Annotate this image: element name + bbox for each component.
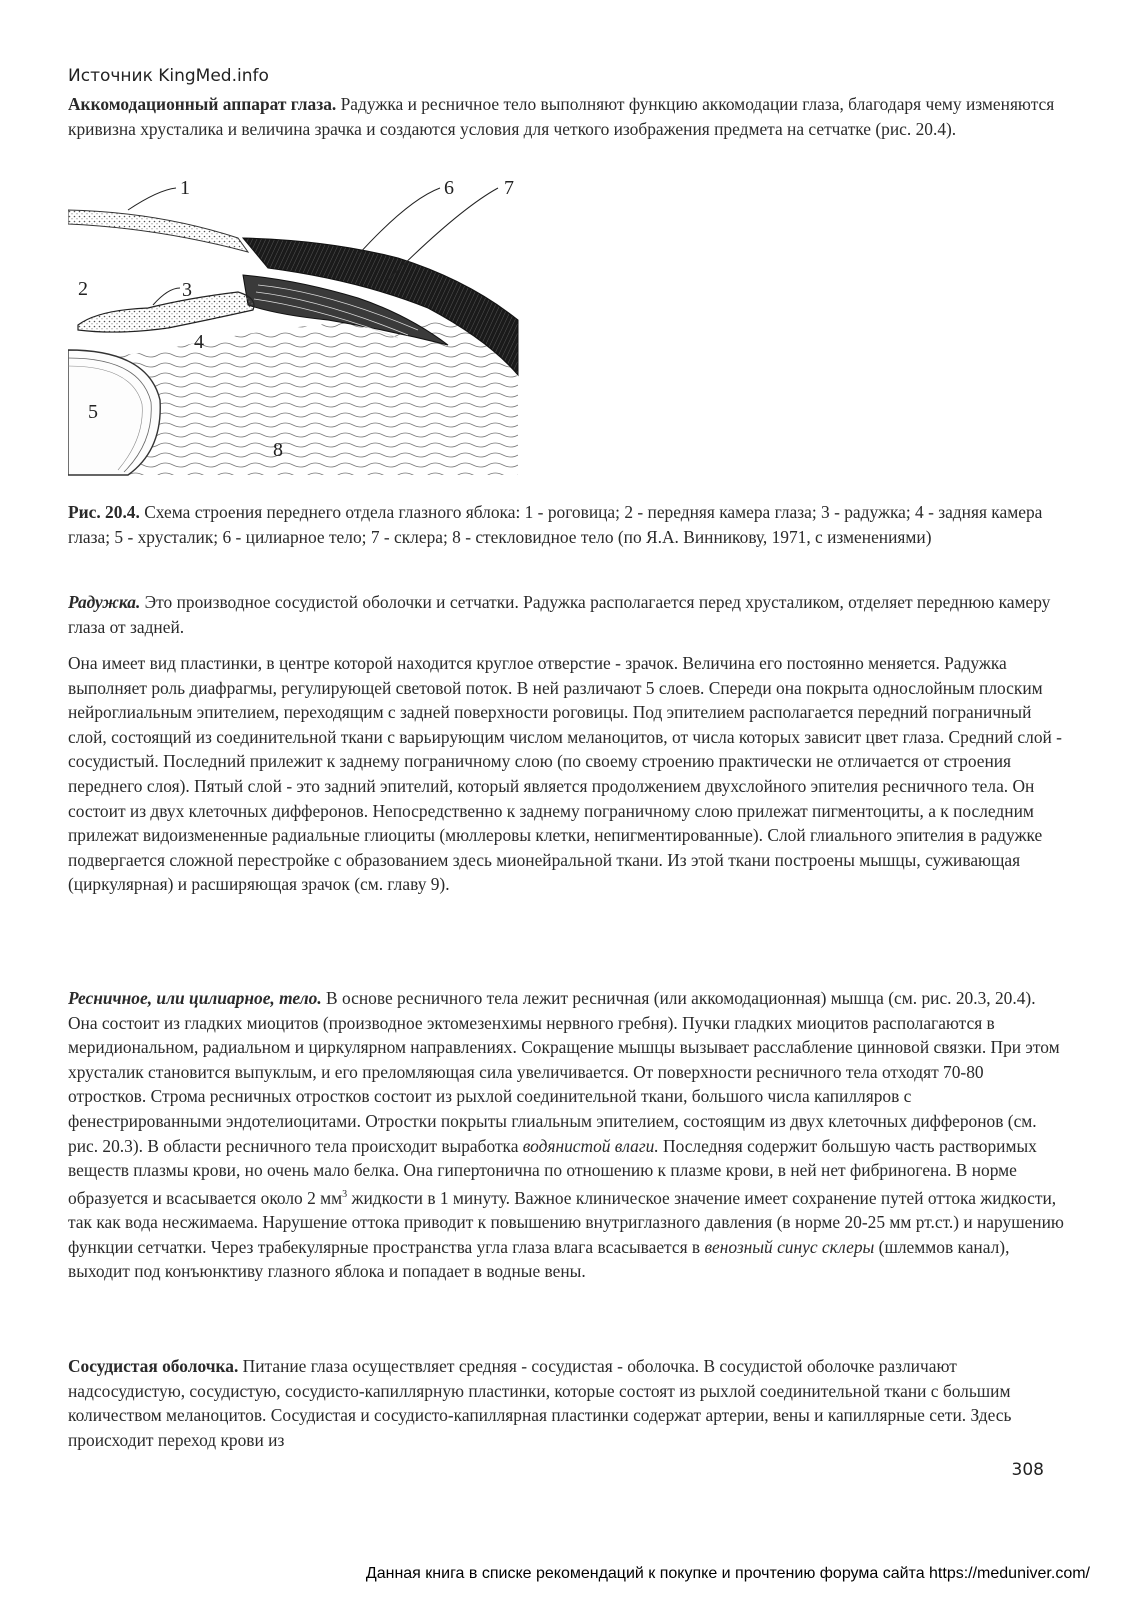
- ciliary-italic-1: водянистой влаги.: [522, 1135, 659, 1156]
- iris-layers-paragraph: Она имеет вид пластинки, в центре которой находится круглое отверстие - зрачок. Величина его постоянно меняется. Радужка выполняет роль диафрагмы, регулирующей световой поток. В ней различают 5 слоев. Спереди она покрыта однослойным плоским нейроглиальным эпителием, переходящим с задней поверхности роговицы. Под эпителием располагается передний пограничный слой, состоящий из соединительной ткани с варьирующим числом меланоцитов, от числа которых зависит цвет глаза. Средний слой - сосудистый. Последний прилежит к заднему пограничному слою (по своему строению практически не отличается от строения переднего слоя). Пятый слой - это задний эпителий, который является продолжением двухслойного эпителия ресничного тела. Он состоит из двух клеточных дифферонов. Непосредственно к заднему пограничному слою прилежат пигментоциты, а к последним прилежат видоизмененные радиальные глиоциты (мюллеровы клетки, непигментированные). Слой глиального эпителия в радужке подвергается сложной перестройке с образованием здесь мионейральной ткани. Из этой ткани построены мышцы, суживающая (циркулярная) и расширяющая зрачок (см. главу 9).: [68, 653, 1062, 895]
- label-4: 4: [194, 331, 204, 353]
- label-1: 1: [180, 180, 190, 199]
- label-5: 5: [88, 401, 98, 423]
- eye-anatomy-figure: [68, 180, 538, 485]
- cornea-shape: [68, 210, 248, 252]
- ciliary-text-3: жидкости в 1 минуту. Важное клиническое значение имеет сохранение путей оттока жидкости, так как вода несжимаема. Нарушение оттока приводит к повышению внутриглазного давления (в норме 20-25 мм рт.ст.) и нарушению функции сетчатки. Через трабекулярные пространства угла глаза влага всасывается в: [68, 1187, 1064, 1257]
- ciliary-paragraph: [68, 986, 1066, 1284]
- label-2: 2: [78, 278, 88, 300]
- ciliary-italic-2: венозный синус склеры: [704, 1236, 875, 1257]
- choroid-text: Питание глаза осуществляет средняя - сосудистая - оболочка. В сосудистой оболочке различают надсосудистую, сосудистую, сосудисто-капиллярную пластинки, которые состоят из рыхлой соединительной ткани с большим количеством меланоцитов. Сосудистая и сосудисто-капиллярная пластинки содержат артерии, вены и капиллярные сети. Здесь происходит переход крови из: [68, 1356, 1012, 1450]
- ciliary-text-2: Последняя содержит большую часть растворимых веществ плазмы крови, но очень мало белка. Она гипертонична по отношению к плазме крови, в ней нет фибриногена. В норме образуется и всасывается около 2 мм: [68, 1135, 1037, 1208]
- label-7: 7: [504, 180, 514, 199]
- label-8: 8: [273, 439, 283, 461]
- intro-title: Аккомодационный аппарат глаза.: [68, 94, 337, 114]
- iris-text: Это производное сосудистой оболочки и сетчатки. Радужка располагается перед хрусталиком, отделяет переднюю камеру глаза от задней.: [68, 592, 1051, 637]
- figure-caption: [68, 500, 1066, 549]
- iris-title: Радужка.: [68, 592, 141, 612]
- iris-paragraph: [68, 590, 1066, 639]
- ciliary-text-4: (шлеммов канал), выходит под конъюнктиву глазного яблока и попадает в водные вены.: [68, 1236, 1010, 1282]
- caption-text: Схема строения переднего отдела глазного яблока: 1 - роговица; 2 - передняя камера глаза; 3 - радужка; 4 - задняя камера глаза; 5 - хрусталик; 6 - цилиарное тело; 7 - склера; 8 - стекловидное тело (по Я.А. Винникову, 1971, с изменениями): [68, 502, 1043, 547]
- source-header: Источник KingMed.info: [68, 66, 269, 86]
- choroid-title: Сосудистая оболочка.: [68, 1356, 239, 1376]
- ciliary-sup: 3: [342, 1188, 348, 1200]
- ciliary-text-1: В основе ресничного тела лежит ресничная (или аккомодационная) мышца (см. рис. 20.3, 20.4). Она состоит из гладких миоцитов (производное эктомезенхимы нервного гребня). Пучки гладких миоцитов располагаются в меридиональном, радиальном и циркулярном направлениях. Сокращение мышцы вызывает расслабление цинновой связки. При этом хрусталик становится выпуклым, и его преломляющая сила увеличивается. От поверхности ресничного тела отходят 70-80 отростков. Строма ресничных отростков состоит из рыхлой соединительной ткани, большого числа капилляров с фенестрированными эндотелиоцитами. Отростки покрыты глиальным эпителием, состоящим из двух клеточных дифферонов (см. рис. 20.3). В области ресничного тела происходит выработка: [68, 988, 1060, 1156]
- ciliary-title: Ресничное, или цилиарное, тело.: [68, 988, 322, 1008]
- label-6: 6: [444, 180, 454, 199]
- eye-diagram: [68, 180, 538, 485]
- page-number: 308: [1011, 1460, 1044, 1480]
- intro-paragraph: [68, 92, 1066, 141]
- intro-text: Радужка и ресничное тело выполняют функцию аккомодации глаза, благодаря чему изменяются кривизна хрусталика и величина зрачка и создаются условия для четкого изображения предмета на сетчатке (рис. 20.4).: [68, 94, 1055, 139]
- choroid-paragraph: [68, 1354, 1066, 1452]
- caption-title: Рис. 20.4.: [68, 502, 140, 522]
- iris-shape: [78, 292, 254, 332]
- label-3: 3: [182, 279, 192, 301]
- footer-note: Данная книга в списке рекомендаций к покупке и прочтению форума сайта https://meduniver.com/: [365, 1565, 1090, 1582]
